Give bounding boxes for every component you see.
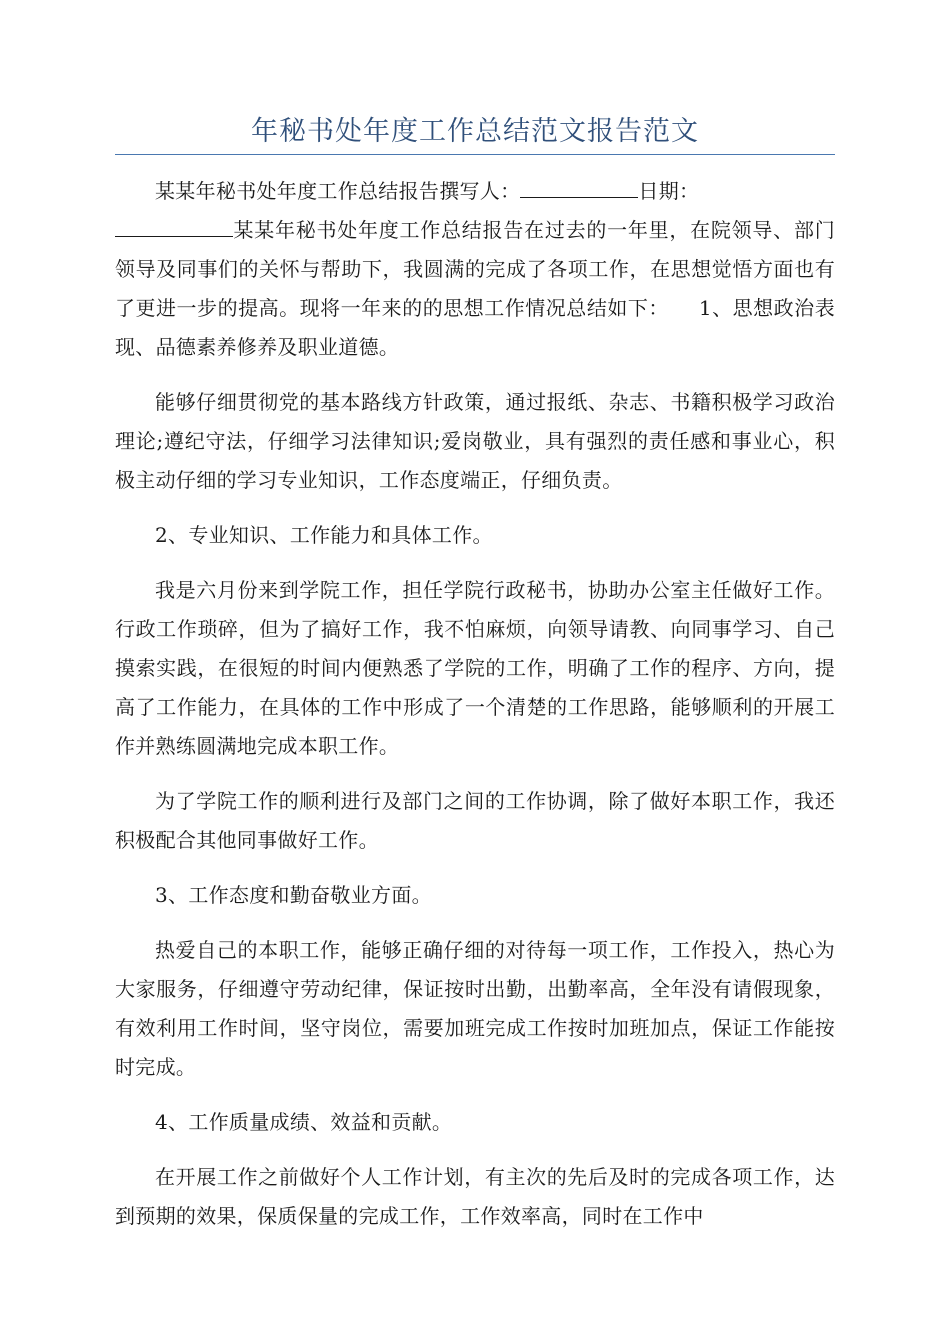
title-underline [115,154,835,155]
section-heading-3: 3、工作态度和勤奋敬业方面。 [155,883,432,907]
intro-paragraph [115,172,835,367]
page-title: 年秘书处年度工作总结范文报告范文 [251,116,699,147]
intro-continuation: 某某年秘书处年度工作总结报告在过去的一年里，在院领导、部门领导及同事们的关怀与帮助下，我圆满的完成了各项工作，在思想觉悟方面也有了更进一步的提高。现将一年来的的思想工作情况总结如下： [115,218,835,320]
item-1-heading: 1、思想政治表现、品德素养修养及职业道德。 [115,296,835,359]
paragraph: 在开展工作之前做好个人工作计划，有主次的先后及时的完成各项工作，达到预期的效果，保质保量的完成工作，工作效率高，同时在工作中 [115,1165,835,1228]
intro-lead: 某某年秘书处年度工作总结报告撰写人： [155,179,521,203]
paragraph: 为了学院工作的顺利进行及部门之间的工作协调，除了做好本职工作，我还积极配合其他同事做好工作。 [115,789,835,852]
paragraph: 热爱自己的本职工作，能够正确仔细的对待每一项工作，工作投入，热心为大家服务，仔细遵守劳动纪律，保证按时出勤，出勤率高，全年没有请假现象，有效利用工作时间，坚守岗位，需要加班完成工作按时加班加点，保证工作能按时完成。 [115,938,835,1079]
date-blank [115,214,233,237]
paragraph: 我是六月份来到学院工作，担任学院行政秘书，协助办公室主任做好工作。行政工作琐碎，但为了搞好工作，我不怕麻烦，向领导请教、向同事学习、自己摸索实践，在很短的时间内便熟悉了学院的工作，明确了工作的程序、方向，提高了工作能力，在具体的工作中形成了一个清楚的工作思路，能够顺利的开展工作并熟练圆满地完成本职工作。 [115,578,835,758]
author-blank [520,175,638,198]
paragraph: 能够仔细贯彻党的基本路线方针政策，通过报纸、杂志、书籍积极学习政治理论;遵纪守法，仔细学习法律知识;爱岗敬业，具有强烈的责任感和事业心，积极主动仔细的学习专业知识，工作态度端正，仔细负责。 [115,390,835,492]
section-heading-2: 2、专业知识、工作能力和具体工作。 [155,523,493,547]
document-body [115,172,835,1252]
section-heading-4: 4、工作质量成绩、效益和贡献。 [155,1110,453,1134]
date-label: 日期： [638,179,700,203]
